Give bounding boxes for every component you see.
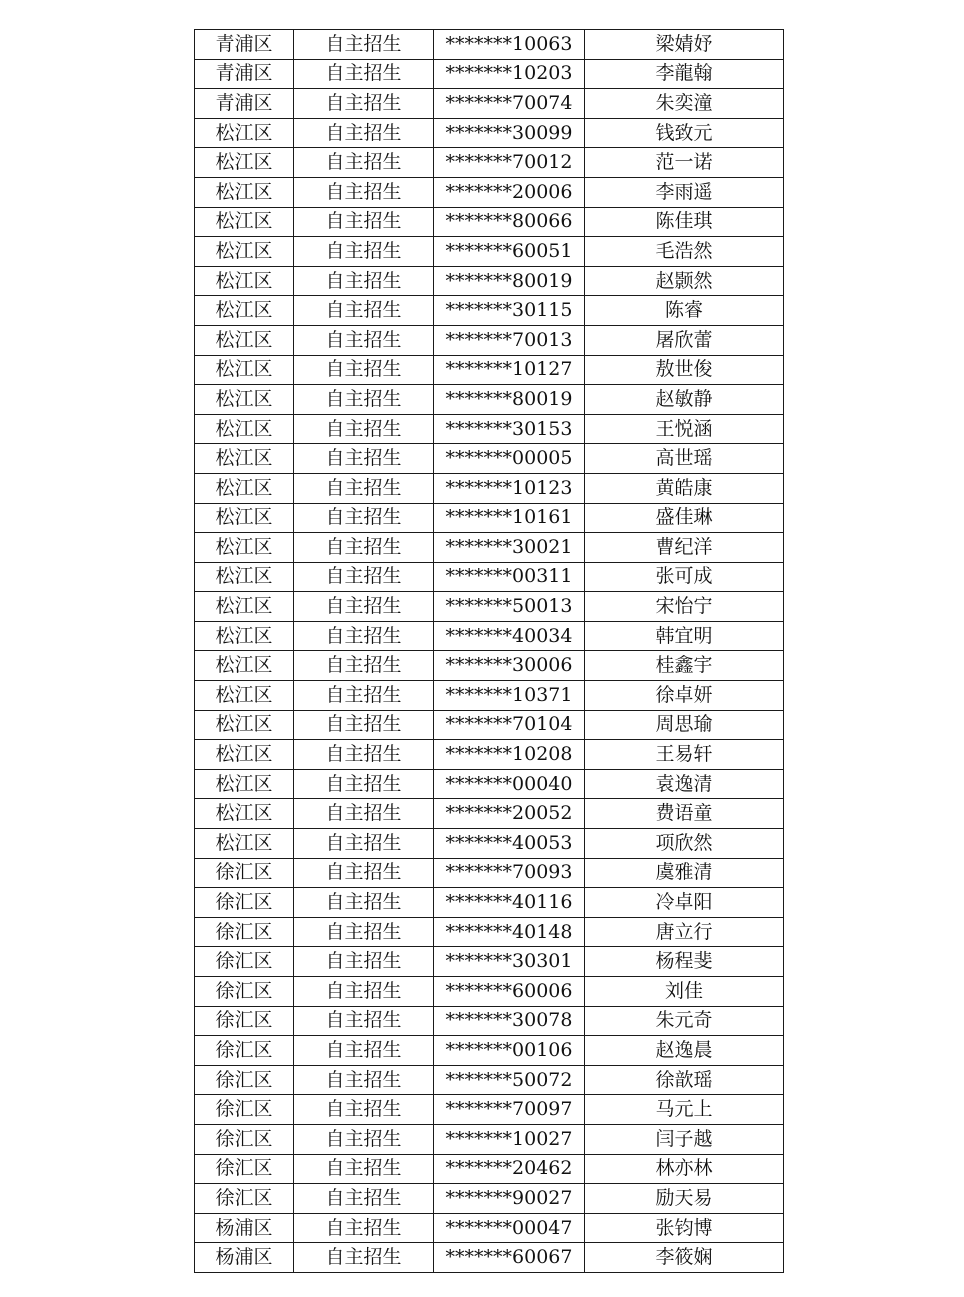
- table-row: [195, 414, 784, 444]
- table-row: [195, 710, 784, 740]
- student-name-cell: 周思瑜: [585, 710, 784, 740]
- district-cell: 松江区: [195, 829, 294, 859]
- admission-type-cell: 自主招生: [294, 385, 434, 415]
- admission-type-cell: 自主招生: [294, 947, 434, 977]
- candidate-id-cell: *******00005: [434, 444, 585, 474]
- district-cell: 松江区: [195, 177, 294, 207]
- table-row: [195, 740, 784, 770]
- table-row: [195, 89, 784, 119]
- admission-type-cell: 自主招生: [294, 1036, 434, 1066]
- student-name-cell: 励天易: [585, 1184, 784, 1214]
- district-cell: 徐汇区: [195, 1154, 294, 1184]
- district-cell: 徐汇区: [195, 888, 294, 918]
- admission-type-cell: 自主招生: [294, 148, 434, 178]
- admission-type-cell: 自主招生: [294, 1154, 434, 1184]
- district-cell: 青浦区: [195, 59, 294, 89]
- candidate-id-cell: *******10127: [434, 355, 585, 385]
- table-row: [195, 266, 784, 296]
- table-row: [195, 562, 784, 592]
- candidate-id-cell: *******00047: [434, 1213, 585, 1243]
- student-name-cell: 林亦林: [585, 1154, 784, 1184]
- table-row: [195, 237, 784, 267]
- student-name-cell: 唐立行: [585, 917, 784, 947]
- table-row: [195, 30, 784, 60]
- table-row: [195, 1036, 784, 1066]
- student-name-cell: 王悦涵: [585, 414, 784, 444]
- admission-type-cell: 自主招生: [294, 592, 434, 622]
- admission-type-cell: 自主招生: [294, 710, 434, 740]
- candidate-id-cell: *******80019: [434, 385, 585, 415]
- admission-type-cell: 自主招生: [294, 562, 434, 592]
- student-name-cell: 王易轩: [585, 740, 784, 770]
- student-name-cell: 宋怡宁: [585, 592, 784, 622]
- table-row: [195, 1124, 784, 1154]
- student-name-cell: 钱致元: [585, 118, 784, 148]
- admission-type-cell: 自主招生: [294, 621, 434, 651]
- admission-type-cell: 自主招生: [294, 1184, 434, 1214]
- candidate-id-cell: *******10027: [434, 1124, 585, 1154]
- admission-list-sheet: [194, 29, 783, 1273]
- admission-type-cell: 自主招生: [294, 207, 434, 237]
- admission-type-cell: 自主招生: [294, 1124, 434, 1154]
- student-name-cell: 项欣然: [585, 829, 784, 859]
- student-name-cell: 袁逸清: [585, 769, 784, 799]
- district-cell: 松江区: [195, 266, 294, 296]
- admission-type-cell: 自主招生: [294, 1065, 434, 1095]
- student-name-cell: 曹纪洋: [585, 533, 784, 563]
- candidate-id-cell: *******40148: [434, 917, 585, 947]
- district-cell: 徐汇区: [195, 917, 294, 947]
- candidate-id-cell: *******10371: [434, 681, 585, 711]
- district-cell: 松江区: [195, 651, 294, 681]
- candidate-id-cell: *******60006: [434, 977, 585, 1007]
- table-row: [195, 1006, 784, 1036]
- table-row: [195, 947, 784, 977]
- candidate-id-cell: *******50013: [434, 592, 585, 622]
- admission-type-cell: 自主招生: [294, 325, 434, 355]
- candidate-id-cell: *******10161: [434, 503, 585, 533]
- candidate-id-cell: *******10208: [434, 740, 585, 770]
- district-cell: 松江区: [195, 473, 294, 503]
- table-row: [195, 385, 784, 415]
- student-name-cell: 屠欣蕾: [585, 325, 784, 355]
- candidate-id-cell: *******30078: [434, 1006, 585, 1036]
- district-cell: 松江区: [195, 592, 294, 622]
- district-cell: 松江区: [195, 325, 294, 355]
- admission-type-cell: 自主招生: [294, 118, 434, 148]
- table-row: [195, 1154, 784, 1184]
- admission-type-cell: 自主招生: [294, 533, 434, 563]
- table-row: [195, 681, 784, 711]
- district-cell: 杨浦区: [195, 1243, 294, 1273]
- candidate-id-cell: *******30301: [434, 947, 585, 977]
- admission-type-cell: 自主招生: [294, 1243, 434, 1273]
- table-row: [195, 858, 784, 888]
- district-cell: 徐汇区: [195, 1065, 294, 1095]
- table-row: [195, 592, 784, 622]
- admission-type-cell: 自主招生: [294, 858, 434, 888]
- table-row: [195, 1243, 784, 1273]
- admission-type-cell: 自主招生: [294, 355, 434, 385]
- student-name-cell: 黄皓康: [585, 473, 784, 503]
- candidate-id-cell: *******30115: [434, 296, 585, 326]
- district-cell: 徐汇区: [195, 1036, 294, 1066]
- student-name-cell: 赵颢然: [585, 266, 784, 296]
- admission-type-cell: 自主招生: [294, 266, 434, 296]
- table-row: [195, 296, 784, 326]
- table-row: [195, 355, 784, 385]
- candidate-id-cell: *******70104: [434, 710, 585, 740]
- student-name-cell: 桂鑫宇: [585, 651, 784, 681]
- table-row: [195, 473, 784, 503]
- table-row: [195, 148, 784, 178]
- admission-type-cell: 自主招生: [294, 769, 434, 799]
- student-name-cell: 朱奕潼: [585, 89, 784, 119]
- district-cell: 松江区: [195, 148, 294, 178]
- student-name-cell: 李筱娴: [585, 1243, 784, 1273]
- district-cell: 松江区: [195, 237, 294, 267]
- candidate-id-cell: *******40116: [434, 888, 585, 918]
- student-name-cell: 陈佳琪: [585, 207, 784, 237]
- district-cell: 青浦区: [195, 30, 294, 60]
- table-row: [195, 799, 784, 829]
- candidate-id-cell: *******30006: [434, 651, 585, 681]
- district-cell: 松江区: [195, 710, 294, 740]
- table-row: [195, 977, 784, 1007]
- table-row: [195, 1184, 784, 1214]
- table-row: [195, 177, 784, 207]
- candidate-id-cell: *******70013: [434, 325, 585, 355]
- admission-type-cell: 自主招生: [294, 1006, 434, 1036]
- student-name-cell: 梁婧妤: [585, 30, 784, 60]
- table-row: [195, 1095, 784, 1125]
- table-row: [195, 1213, 784, 1243]
- table-row: [195, 1065, 784, 1095]
- student-name-cell: 闫子越: [585, 1124, 784, 1154]
- candidate-id-cell: *******70074: [434, 89, 585, 119]
- admission-type-cell: 自主招生: [294, 917, 434, 947]
- table-row: [195, 325, 784, 355]
- district-cell: 徐汇区: [195, 1184, 294, 1214]
- student-name-cell: 徐歆瑶: [585, 1065, 784, 1095]
- district-cell: 青浦区: [195, 89, 294, 119]
- admission-type-cell: 自主招生: [294, 503, 434, 533]
- candidate-id-cell: *******70097: [434, 1095, 585, 1125]
- candidate-id-cell: *******20052: [434, 799, 585, 829]
- candidate-id-cell: *******90027: [434, 1184, 585, 1214]
- candidate-id-cell: *******20462: [434, 1154, 585, 1184]
- table-row: [195, 651, 784, 681]
- candidate-id-cell: *******70012: [434, 148, 585, 178]
- district-cell: 松江区: [195, 296, 294, 326]
- student-name-cell: 冷卓阳: [585, 888, 784, 918]
- candidate-id-cell: *******80019: [434, 266, 585, 296]
- student-name-cell: 虞雅清: [585, 858, 784, 888]
- table-row: [195, 444, 784, 474]
- district-cell: 徐汇区: [195, 858, 294, 888]
- table-row: [195, 769, 784, 799]
- admission-type-cell: 自主招生: [294, 30, 434, 60]
- student-name-cell: 毛浩然: [585, 237, 784, 267]
- admission-type-cell: 自主招生: [294, 651, 434, 681]
- student-name-cell: 陈睿: [585, 296, 784, 326]
- table-row: [195, 888, 784, 918]
- district-cell: 松江区: [195, 621, 294, 651]
- district-cell: 松江区: [195, 681, 294, 711]
- district-cell: 徐汇区: [195, 977, 294, 1007]
- admission-type-cell: 自主招生: [294, 444, 434, 474]
- candidate-id-cell: *******60051: [434, 237, 585, 267]
- candidate-id-cell: *******10123: [434, 473, 585, 503]
- admission-type-cell: 自主招生: [294, 296, 434, 326]
- candidate-id-cell: *******50072: [434, 1065, 585, 1095]
- student-name-cell: 李雨遥: [585, 177, 784, 207]
- admission-type-cell: 自主招生: [294, 1213, 434, 1243]
- admission-type-cell: 自主招生: [294, 977, 434, 1007]
- admission-type-cell: 自主招生: [294, 888, 434, 918]
- candidate-id-cell: *******10203: [434, 59, 585, 89]
- candidate-id-cell: *******80066: [434, 207, 585, 237]
- admission-type-cell: 自主招生: [294, 681, 434, 711]
- candidate-id-cell: *******00311: [434, 562, 585, 592]
- table-row: [195, 533, 784, 563]
- table-row: [195, 917, 784, 947]
- candidate-id-cell: *******40053: [434, 829, 585, 859]
- candidate-id-cell: *******00106: [434, 1036, 585, 1066]
- district-cell: 松江区: [195, 444, 294, 474]
- student-name-cell: 李龍翰: [585, 59, 784, 89]
- table-row: [195, 207, 784, 237]
- admission-type-cell: 自主招生: [294, 59, 434, 89]
- candidate-id-cell: *******00040: [434, 769, 585, 799]
- candidate-id-cell: *******30021: [434, 533, 585, 563]
- district-cell: 松江区: [195, 562, 294, 592]
- district-cell: 松江区: [195, 414, 294, 444]
- district-cell: 松江区: [195, 385, 294, 415]
- district-cell: 徐汇区: [195, 947, 294, 977]
- student-name-cell: 赵敏静: [585, 385, 784, 415]
- student-name-cell: 张钧博: [585, 1213, 784, 1243]
- student-name-cell: 张可成: [585, 562, 784, 592]
- student-name-cell: 杨程斐: [585, 947, 784, 977]
- table-row: [195, 503, 784, 533]
- district-cell: 松江区: [195, 799, 294, 829]
- student-name-cell: 盛佳琳: [585, 503, 784, 533]
- candidate-id-cell: *******30153: [434, 414, 585, 444]
- district-cell: 松江区: [195, 207, 294, 237]
- district-cell: 徐汇区: [195, 1124, 294, 1154]
- student-name-cell: 徐卓妍: [585, 681, 784, 711]
- student-name-cell: 费语童: [585, 799, 784, 829]
- district-cell: 松江区: [195, 355, 294, 385]
- admission-type-cell: 自主招生: [294, 237, 434, 267]
- district-cell: 松江区: [195, 533, 294, 563]
- district-cell: 徐汇区: [195, 1006, 294, 1036]
- admission-type-cell: 自主招生: [294, 740, 434, 770]
- admission-type-cell: 自主招生: [294, 177, 434, 207]
- candidate-id-cell: *******30099: [434, 118, 585, 148]
- admission-type-cell: 自主招生: [294, 473, 434, 503]
- district-cell: 松江区: [195, 118, 294, 148]
- district-cell: 松江区: [195, 740, 294, 770]
- student-name-cell: 朱元奇: [585, 1006, 784, 1036]
- admission-type-cell: 自主招生: [294, 89, 434, 119]
- student-name-cell: 敖世俊: [585, 355, 784, 385]
- candidate-id-cell: *******40034: [434, 621, 585, 651]
- admission-table-body: [195, 30, 784, 1273]
- candidate-id-cell: *******10063: [434, 30, 585, 60]
- admission-type-cell: 自主招生: [294, 829, 434, 859]
- table-row: [195, 118, 784, 148]
- student-name-cell: 刘佳: [585, 977, 784, 1007]
- student-name-cell: 韩宜明: [585, 621, 784, 651]
- student-name-cell: 马元上: [585, 1095, 784, 1125]
- student-name-cell: 高世瑶: [585, 444, 784, 474]
- table-row: [195, 59, 784, 89]
- admission-type-cell: 自主招生: [294, 414, 434, 444]
- candidate-id-cell: *******70093: [434, 858, 585, 888]
- student-name-cell: 范一诺: [585, 148, 784, 178]
- district-cell: 松江区: [195, 503, 294, 533]
- district-cell: 杨浦区: [195, 1213, 294, 1243]
- admission-type-cell: 自主招生: [294, 799, 434, 829]
- candidate-id-cell: *******60067: [434, 1243, 585, 1273]
- candidate-id-cell: *******20006: [434, 177, 585, 207]
- district-cell: 徐汇区: [195, 1095, 294, 1125]
- student-name-cell: 赵逸晨: [585, 1036, 784, 1066]
- table-row: [195, 621, 784, 651]
- district-cell: 松江区: [195, 769, 294, 799]
- admission-table: [194, 29, 784, 1273]
- admission-type-cell: 自主招生: [294, 1095, 434, 1125]
- table-row: [195, 829, 784, 859]
